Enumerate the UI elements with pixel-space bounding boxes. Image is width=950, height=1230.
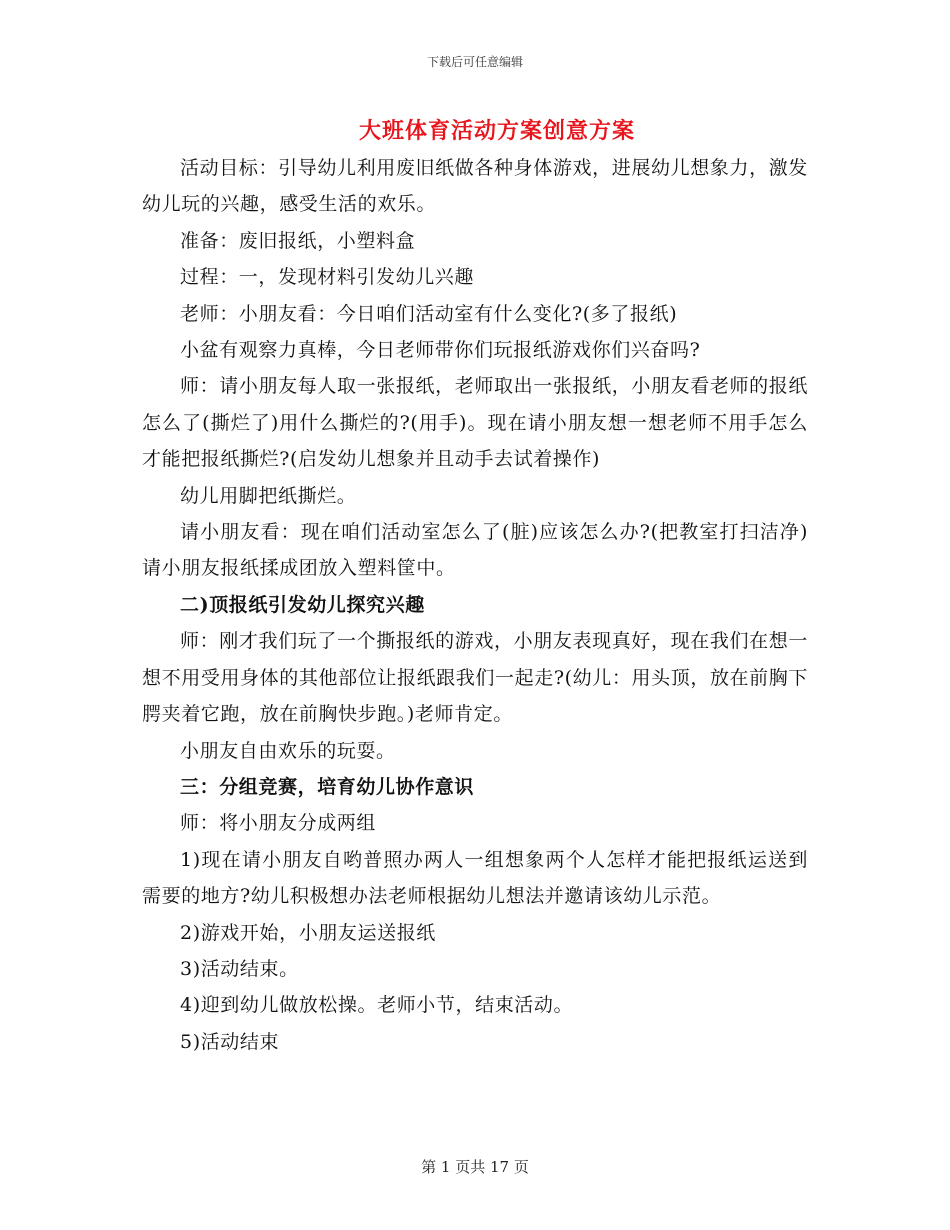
body-paragraph: 师：请小朋友每人取一张报纸，老师取出一张报纸，小朋友看老师的报纸怎么了(撕烂了)用什么撕烂的?(用手)。现在请小朋友想一想老师不用手怎么才能把报纸撕烂?(启发幼儿想象并且动手去试着操作) [142, 375, 808, 471]
body-paragraph: 师：将小朋友分成两组 [180, 812, 377, 835]
body-paragraph: 4)迎到幼儿做放松操。老师小节，结束活动。 [180, 994, 574, 1017]
body-paragraph: 请小朋友看：现在咱们活动室怎么了(脏)应该怎么办?(把教室打扫洁净)请小朋友报纸揉成团放入塑料筐中。 [142, 521, 808, 580]
body-paragraph: 小盆有观察力真棒，今日老师带你们玩报纸游戏你们兴奋吗? [180, 339, 701, 362]
body-paragraph: 师：刚才我们玩了一个撕报纸的游戏，小朋友表现真好，现在我们在想一想不用受用身体的其他部位让报纸跟我们一起走?(幼儿：用头顶，放在前胸下腭夹着它跑，放在前胸快步跑。)老师肯定。 [142, 630, 808, 726]
section-heading: 二)顶报纸引发幼儿探究兴趣 [180, 593, 425, 616]
body-paragraph: 过程：一，发现材料引发幼儿兴趣 [180, 266, 475, 289]
body-paragraph: 老师：小朋友看：今日咱们活动室有什么变化?(多了报纸) [180, 302, 678, 325]
header-note: 下载后可任意编辑 [426, 55, 523, 69]
page-footer: 第 1 页共 17 页 [421, 1158, 529, 1176]
body-paragraph: 1)现在请小朋友自哟普照办两人一组想象两个人怎样才能把报纸运送到需要的地方?幼儿积极想办法老师根据幼儿想法并邀请该幼儿示范。 [142, 848, 808, 908]
body-paragraph: 2)游戏开始，小朋友运送报纸 [180, 921, 436, 944]
body-paragraph: 小朋友自由欢乐的玩耍。 [180, 739, 396, 762]
body-paragraph: 3)活动结束。 [180, 957, 299, 980]
document-body [142, 150, 808, 1060]
section-heading: 三：分组竞赛，培育幼儿协作意识 [180, 775, 475, 798]
body-paragraph: 准备：废旧报纸，小塑料盒 [180, 229, 416, 252]
body-paragraph: 幼儿用脚把纸撕烂。 [180, 484, 357, 507]
document-title: 大班体育活动方案创意方案 [358, 118, 635, 144]
body-paragraph: 5)活动结束 [180, 1030, 280, 1053]
body-paragraph: 活动目标：引导幼儿利用废旧纸做各种身体游戏，进展幼儿想象力，激发幼儿玩的兴趣，感受生活的欢乐。 [142, 157, 808, 216]
